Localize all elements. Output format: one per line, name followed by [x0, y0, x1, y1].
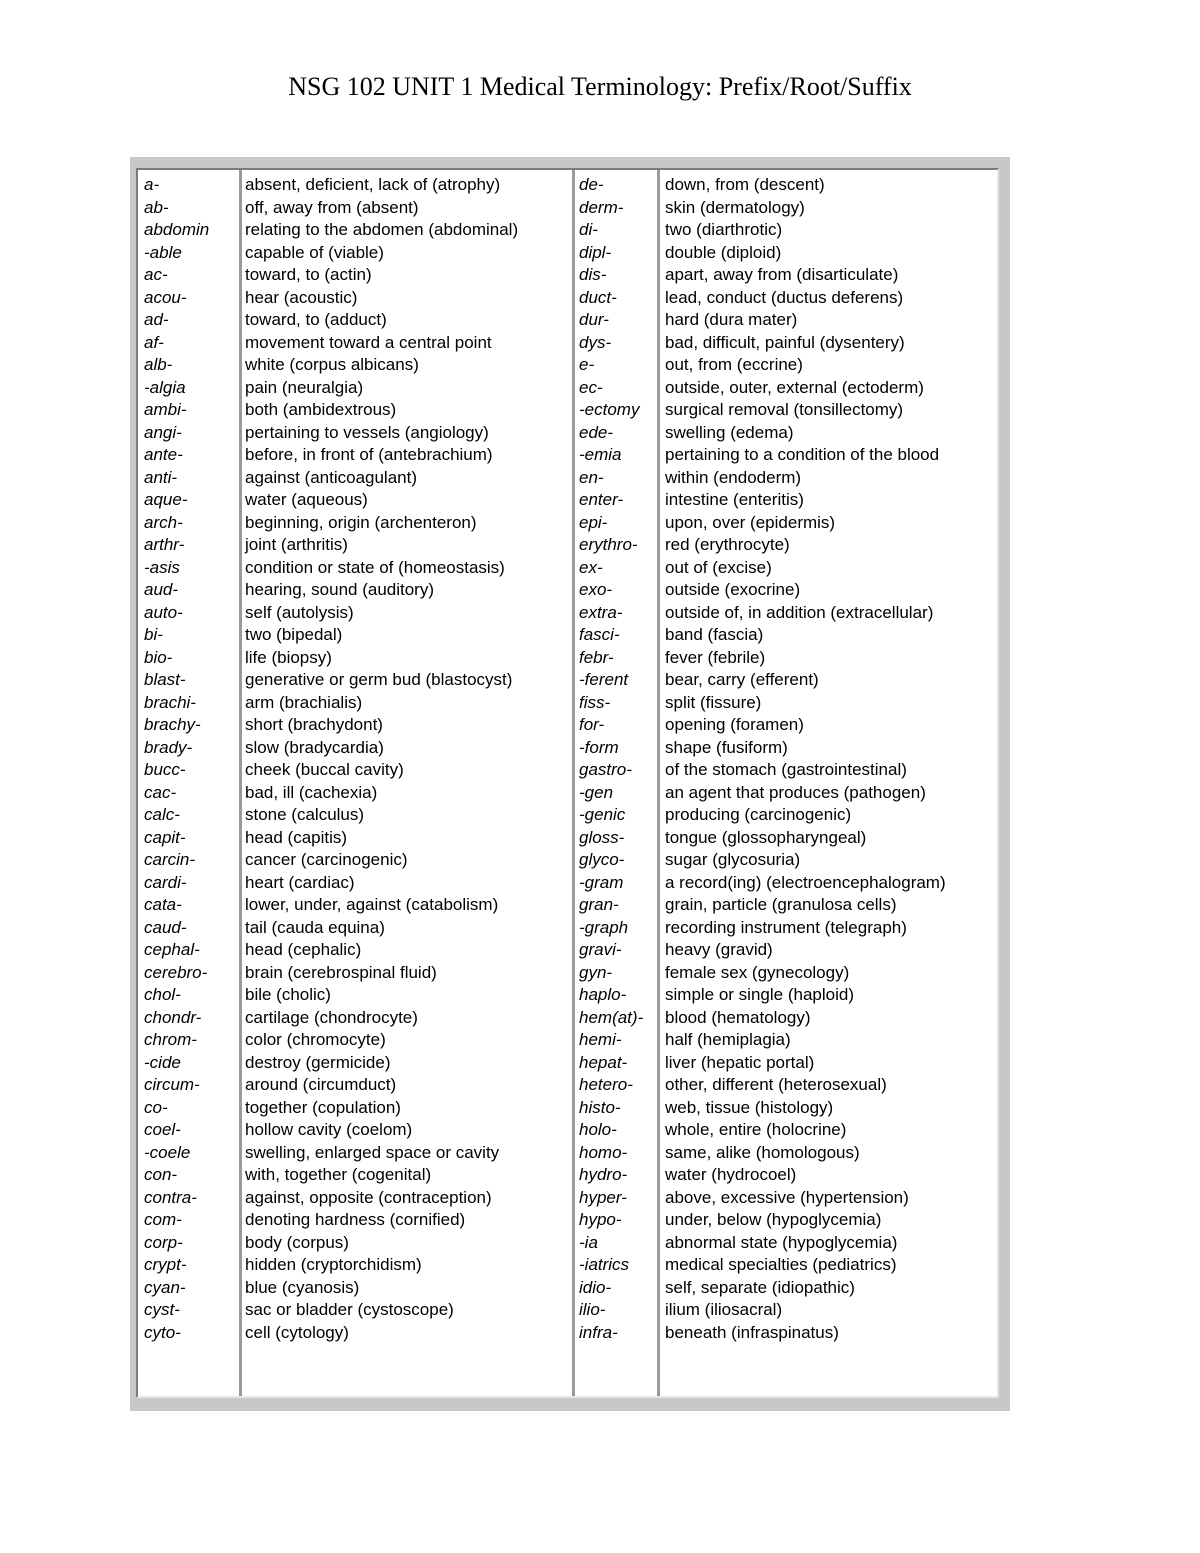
term-meaning: apart, away from (disarticulate)	[665, 265, 899, 284]
term-prefix: ambi-	[144, 400, 187, 419]
term-prefix: circum-	[144, 1075, 200, 1094]
term-prefix: gran-	[579, 895, 619, 914]
term-meaning: whole, entire (holocrine)	[665, 1120, 847, 1139]
term-meaning: half (hemiplagia)	[665, 1030, 791, 1049]
term-prefix: -ferent	[579, 670, 629, 689]
term-meaning: blue (cyanosis)	[245, 1277, 360, 1297]
term-meaning: denoting hardness (cornified)	[245, 1210, 466, 1229]
term-prefix: cyan-	[144, 1277, 186, 1297]
term-prefix: -graph	[579, 917, 629, 937]
term-meaning: swelling, enlarged space or cavity	[245, 1142, 500, 1162]
term-meaning: shape (fusiform)	[665, 737, 788, 757]
term-meaning: down, from (descent)	[665, 175, 825, 194]
term-meaning: split (fissure)	[665, 692, 762, 712]
term-prefix: co-	[144, 1097, 168, 1117]
term-prefix: angi-	[144, 422, 182, 442]
term-prefix: bucc-	[144, 760, 186, 779]
term-prefix: exo-	[579, 580, 613, 599]
term-prefix: -genic	[579, 805, 626, 824]
term-prefix: -iatrics	[579, 1255, 630, 1274]
terminology-table-frame	[130, 157, 1010, 1411]
term-prefix: corp-	[144, 1232, 183, 1252]
term-meaning: toward, to (adduct)	[245, 310, 387, 329]
term-prefix: histo-	[579, 1097, 621, 1117]
term-prefix: af-	[144, 332, 164, 352]
term-prefix: cerebro-	[144, 962, 208, 982]
term-meaning: within (endoderm)	[665, 467, 802, 487]
term-prefix: chrom-	[144, 1030, 197, 1049]
term-prefix: hetero-	[579, 1075, 633, 1094]
term-meaning: same, alike (homologous)	[665, 1142, 860, 1162]
page-title: NSG 102 UNIT 1 Medical Terminology: Prefix/Root/Suffix	[288, 72, 912, 101]
term-prefix: -cide	[144, 1052, 181, 1072]
term-prefix: ec-	[579, 377, 603, 397]
term-prefix: cyto-	[144, 1322, 181, 1342]
term-prefix: -coele	[144, 1142, 191, 1162]
term-meaning: movement toward a central point	[245, 332, 492, 352]
term-prefix: haplo-	[579, 985, 627, 1004]
term-prefix: dis-	[579, 265, 607, 284]
term-prefix: -able	[144, 242, 182, 262]
term-meaning: producing (carcinogenic)	[665, 805, 852, 824]
term-prefix: di-	[579, 220, 598, 239]
term-prefix: gyn-	[579, 962, 613, 982]
term-prefix: for-	[579, 715, 605, 734]
term-meaning: toward, to (actin)	[245, 265, 372, 284]
term-meaning: before, in front of (antebrachium)	[245, 445, 493, 464]
term-prefix: -ectomy	[579, 400, 640, 419]
term-prefix: -ia	[579, 1232, 598, 1252]
term-prefix: bio-	[144, 647, 173, 667]
term-prefix: -asis	[144, 557, 180, 577]
term-meaning: recording instrument (telegraph)	[665, 917, 907, 937]
term-meaning: bile (cholic)	[245, 985, 331, 1004]
term-meaning: tail (cauda equina)	[245, 917, 385, 937]
term-meaning: bear, carry (efferent)	[665, 670, 819, 689]
term-prefix: brachi-	[144, 692, 196, 712]
term-meaning: tongue (glossopharyngeal)	[665, 827, 867, 847]
term-prefix: glyco-	[579, 850, 625, 869]
term-meaning: an agent that produces (pathogen)	[665, 782, 926, 802]
term-prefix: fiss-	[579, 692, 611, 712]
term-prefix: cyst-	[144, 1300, 180, 1319]
term-prefix: capit-	[144, 827, 186, 847]
term-meaning: life (biopsy)	[245, 647, 332, 667]
term-meaning: heavy (gravid)	[665, 940, 773, 959]
term-meaning: simple or single (haploid)	[665, 985, 854, 1004]
term-prefix: auto-	[144, 602, 183, 622]
term-prefix: acou-	[144, 287, 187, 307]
term-prefix: e-	[579, 355, 595, 374]
term-meaning: bad, ill (cachexia)	[245, 782, 378, 802]
term-meaning: fever (febrile)	[665, 647, 766, 667]
term-prefix: epi-	[579, 512, 608, 532]
term-meaning: hearing, sound (auditory)	[245, 580, 435, 599]
term-prefix: hydro-	[579, 1165, 628, 1184]
right-term-column	[579, 174, 643, 1344]
term-meaning: outside, outer, external (ectoderm)	[665, 377, 924, 397]
term-meaning: cell (cytology)	[245, 1322, 349, 1342]
term-prefix: anti-	[144, 467, 178, 487]
term-meaning: color (chromocyte)	[245, 1030, 386, 1049]
term-prefix: -algia	[144, 377, 186, 397]
term-meaning: grain, particle (granulosa cells)	[665, 895, 897, 914]
term-meaning: out of (excise)	[665, 557, 772, 577]
term-meaning: liver (hepatic portal)	[665, 1052, 815, 1072]
term-prefix: extra-	[579, 602, 623, 622]
term-prefix: derm-	[579, 197, 624, 217]
term-prefix: crypt-	[144, 1255, 187, 1274]
term-meaning: lead, conduct (ductus deferens)	[665, 287, 904, 307]
term-prefix: infra-	[579, 1322, 618, 1342]
term-meaning: joint (arthritis)	[245, 535, 348, 554]
term-meaning: around (circumduct)	[245, 1075, 397, 1094]
term-prefix: hepat-	[579, 1052, 628, 1072]
term-meaning: relating to the abdomen (abdominal)	[245, 220, 519, 239]
term-prefix: ilio-	[579, 1300, 606, 1319]
term-prefix: de-	[579, 175, 604, 194]
left-term-column	[144, 174, 209, 1344]
term-meaning: hard (dura mater)	[665, 310, 798, 329]
term-meaning: outside (exocrine)	[665, 580, 801, 599]
term-meaning: skin (dermatology)	[665, 197, 805, 217]
term-meaning: band (fascia)	[665, 625, 764, 644]
term-meaning: lower, under, against (catabolism)	[245, 895, 499, 914]
term-meaning: together (copulation)	[245, 1097, 401, 1117]
term-meaning: cheek (buccal cavity)	[245, 760, 404, 779]
term-prefix: ex-	[579, 557, 603, 577]
term-meaning: slow (bradycardia)	[245, 737, 384, 757]
term-prefix: chol-	[144, 985, 181, 1004]
column-divider	[572, 170, 575, 1396]
term-prefix: abdomin	[144, 220, 210, 239]
term-meaning: upon, over (epidermis)	[665, 512, 836, 532]
term-meaning: with, together (cogenital)	[245, 1165, 432, 1184]
term-meaning: against, opposite (contraception)	[245, 1187, 492, 1207]
term-meaning: surgical removal (tonsillectomy)	[665, 400, 904, 419]
term-prefix: hypo-	[579, 1210, 622, 1229]
term-meaning: self, separate (idiopathic)	[665, 1277, 855, 1297]
term-meaning: destroy (germicide)	[245, 1052, 391, 1072]
term-meaning: white (corpus albicans)	[245, 355, 419, 374]
term-prefix: -emia	[579, 445, 622, 464]
term-meaning: cartilage (chondrocyte)	[245, 1007, 418, 1027]
term-meaning: stone (calculus)	[245, 805, 365, 824]
term-meaning: hidden (cryptorchidism)	[245, 1255, 422, 1274]
term-prefix: febr-	[579, 647, 614, 667]
term-meaning: head (capitis)	[245, 827, 348, 847]
term-prefix: hemi-	[579, 1030, 622, 1049]
term-prefix: dys-	[579, 332, 612, 352]
term-meaning: brain (cerebrospinal fluid)	[245, 962, 437, 982]
term-prefix: idio-	[579, 1277, 612, 1297]
terminology-table	[136, 168, 999, 1398]
term-prefix: aque-	[144, 490, 188, 509]
column-divider	[239, 170, 242, 1396]
term-meaning: self (autolysis)	[245, 602, 354, 622]
term-prefix: chondr-	[144, 1007, 202, 1027]
term-meaning: two (bipedal)	[245, 625, 343, 644]
term-prefix: -gen	[579, 782, 614, 802]
term-meaning: off, away from (absent)	[245, 197, 419, 217]
term-prefix: calc-	[144, 805, 180, 824]
term-meaning: pain (neuralgia)	[245, 377, 364, 397]
term-meaning: hear (acoustic)	[245, 287, 358, 307]
term-meaning: sac or bladder (cystoscope)	[245, 1300, 454, 1319]
term-meaning: both (ambidextrous)	[245, 400, 397, 419]
term-meaning: cancer (carcinogenic)	[245, 850, 408, 869]
term-prefix: dur-	[579, 310, 609, 329]
term-prefix: homo-	[579, 1142, 628, 1162]
term-prefix: brachy-	[144, 715, 201, 734]
term-meaning: arm (brachialis)	[245, 692, 363, 712]
term-prefix: holo-	[579, 1120, 617, 1139]
term-prefix: blast-	[144, 670, 186, 689]
term-meaning: generative or germ bud (blastocyst)	[245, 670, 513, 689]
term-prefix: hyper-	[579, 1187, 627, 1207]
term-prefix: com-	[144, 1210, 182, 1229]
term-prefix: fasci-	[579, 625, 620, 644]
term-prefix: ad-	[144, 310, 169, 329]
term-prefix: cata-	[144, 895, 182, 914]
term-meaning: absent, deficient, lack of (atrophy)	[245, 175, 501, 194]
term-meaning: pertaining to vessels (angiology)	[245, 422, 489, 442]
term-meaning: hollow cavity (coelom)	[245, 1120, 413, 1139]
term-prefix: brady-	[144, 737, 193, 757]
term-meaning: double (diploid)	[665, 242, 782, 262]
term-prefix: en-	[579, 467, 604, 487]
term-meaning: ilium (iliosacral)	[665, 1300, 783, 1319]
term-prefix: arch-	[144, 512, 183, 532]
term-meaning: bad, difficult, painful (dysentery)	[665, 332, 905, 352]
term-meaning: two (diarthrotic)	[665, 220, 783, 239]
term-prefix: alb-	[144, 355, 173, 374]
term-meaning: other, different (heterosexual)	[665, 1075, 887, 1094]
term-meaning: above, excessive (hypertension)	[665, 1187, 909, 1207]
term-prefix: cardi-	[144, 872, 187, 892]
term-prefix: contra-	[144, 1187, 197, 1207]
term-prefix: dipl-	[579, 242, 612, 262]
term-meaning: sugar (glycosuria)	[665, 850, 801, 869]
term-meaning: intestine (enteritis)	[665, 490, 804, 509]
term-prefix: -gram	[579, 872, 624, 892]
term-meaning: medical specialties (pediatrics)	[665, 1255, 897, 1274]
term-prefix: ede-	[579, 422, 614, 442]
term-prefix: gravi-	[579, 940, 622, 959]
term-prefix: -form	[579, 737, 619, 757]
term-prefix: ac-	[144, 265, 168, 284]
term-meaning: under, below (hypoglycemia)	[665, 1210, 882, 1229]
term-meaning: web, tissue (histology)	[665, 1097, 834, 1117]
term-prefix: ante-	[144, 445, 183, 464]
right-meaning-column	[665, 174, 946, 1344]
term-meaning: of the stomach (gastrointestinal)	[665, 760, 907, 779]
term-prefix: a-	[144, 175, 160, 194]
term-meaning: opening (foramen)	[665, 715, 804, 734]
term-prefix: coel-	[144, 1120, 181, 1139]
term-prefix: gastro-	[579, 760, 632, 779]
term-meaning: pertaining to a condition of the blood	[665, 445, 940, 464]
term-prefix: ab-	[144, 197, 169, 217]
term-prefix: caud-	[144, 917, 187, 937]
term-meaning: outside of, in addition (extracellular)	[665, 602, 934, 622]
term-meaning: against (anticoagulant)	[245, 467, 418, 487]
term-prefix: duct-	[579, 287, 617, 307]
term-prefix: erythro-	[579, 535, 638, 554]
column-divider	[657, 170, 660, 1396]
term-meaning: heart (cardiac)	[245, 872, 355, 892]
term-prefix: carcin-	[144, 850, 196, 869]
term-prefix: gloss-	[579, 827, 625, 847]
term-meaning: head (cephalic)	[245, 940, 362, 959]
term-prefix: aud-	[144, 580, 179, 599]
term-prefix: con-	[144, 1165, 178, 1184]
term-meaning: abnormal state (hypoglycemia)	[665, 1232, 898, 1252]
term-prefix: cac-	[144, 782, 177, 802]
term-meaning: blood (hematology)	[665, 1007, 811, 1027]
term-meaning: water (hydrocoel)	[665, 1165, 797, 1184]
term-meaning: a record(ing) (electroencephalogram)	[665, 872, 946, 892]
term-prefix: arthr-	[144, 535, 185, 554]
term-meaning: red (erythrocyte)	[665, 535, 790, 554]
term-prefix: bi-	[144, 625, 163, 644]
term-meaning: beginning, origin (archenteron)	[245, 512, 477, 532]
term-prefix: cephal-	[144, 940, 200, 959]
term-meaning: condition or state of (homeostasis)	[245, 557, 505, 577]
term-meaning: capable of (viable)	[245, 242, 384, 262]
term-prefix: enter-	[579, 490, 624, 509]
term-meaning: water (aqueous)	[245, 490, 368, 509]
term-meaning: out, from (eccrine)	[665, 355, 803, 374]
term-meaning: swelling (edema)	[665, 422, 794, 442]
term-prefix: hem(at)-	[579, 1007, 644, 1027]
term-meaning: short (brachydont)	[245, 715, 383, 734]
left-meaning-column	[245, 174, 518, 1344]
term-meaning: female sex (gynecology)	[665, 962, 850, 982]
term-meaning: beneath (infraspinatus)	[665, 1322, 839, 1342]
term-meaning: body (corpus)	[245, 1232, 349, 1252]
